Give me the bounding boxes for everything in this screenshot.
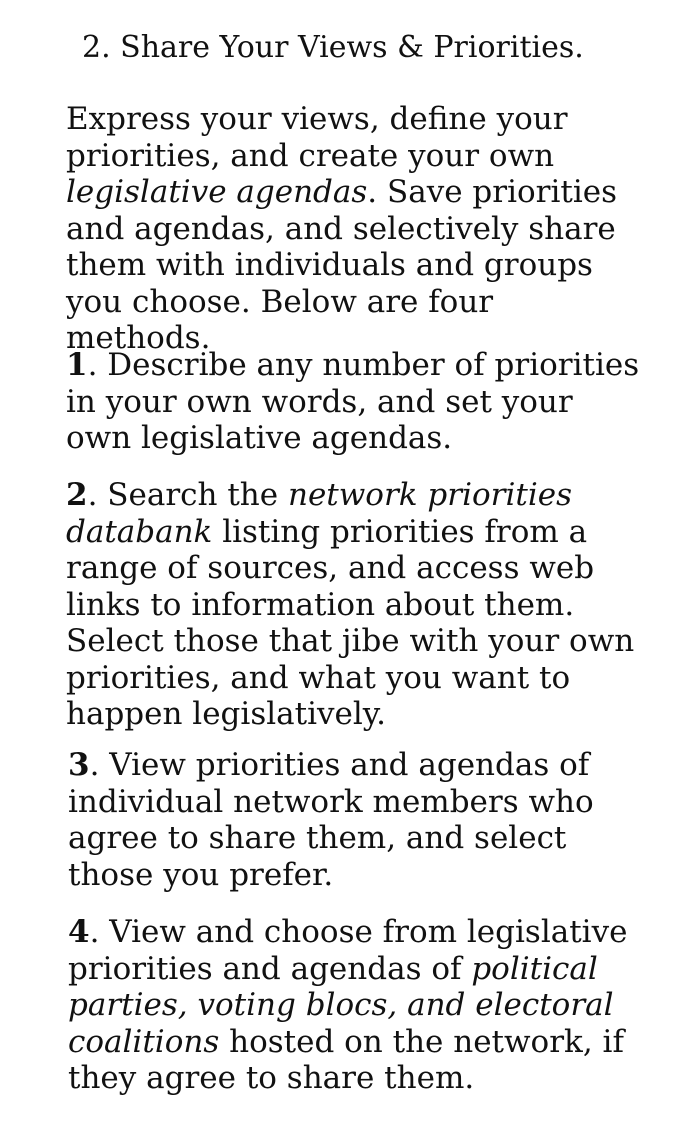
method-1-paragraph: [66, 347, 646, 457]
method-4-text-2: hosted on the network, if they agree to share them.: [68, 1023, 624, 1096]
method-3-number: 3: [68, 747, 90, 783]
method-2-number: 2: [66, 477, 88, 513]
section-heading: 2. Share Your Views & Priorities.: [82, 30, 584, 65]
method-1-number: 1: [66, 347, 88, 383]
method-2-text-1: . Search the: [87, 477, 288, 513]
method-3-text: . View priorities and agendas of individual network members who agree to share them, and select those you prefer.: [68, 747, 594, 893]
intro-text-2: . Save priorities and agendas, and selectively share them with individuals and groups you choose. Below are four methods.: [66, 174, 618, 356]
method-3-paragraph: [68, 747, 648, 893]
method-4-number: 4: [68, 914, 90, 950]
intro-emphasis: legislative agendas: [66, 174, 368, 210]
method-2-text-2: listing priorities from a range of sources, and access web links to information about them. Select those that jibe with your own priorities, and what you want to happen legislatively.: [66, 513, 635, 732]
method-4-emphasis: political parties, voting blocs, and electoral coalitions: [68, 950, 614, 1060]
method-2-emphasis: network priorities databank: [66, 477, 573, 550]
method-1-text: . Describe any number of priorities in your own words, and set your own legislative agendas.: [66, 347, 640, 456]
method-2-paragraph: [66, 477, 646, 733]
intro-text-1: Express your views, define your priorities, and create your own: [66, 101, 568, 174]
method-4-paragraph: [68, 914, 648, 1097]
method-4-text-1: . View and choose from legislative priorities and agendas of: [68, 914, 628, 987]
intro-paragraph: [66, 101, 646, 357]
